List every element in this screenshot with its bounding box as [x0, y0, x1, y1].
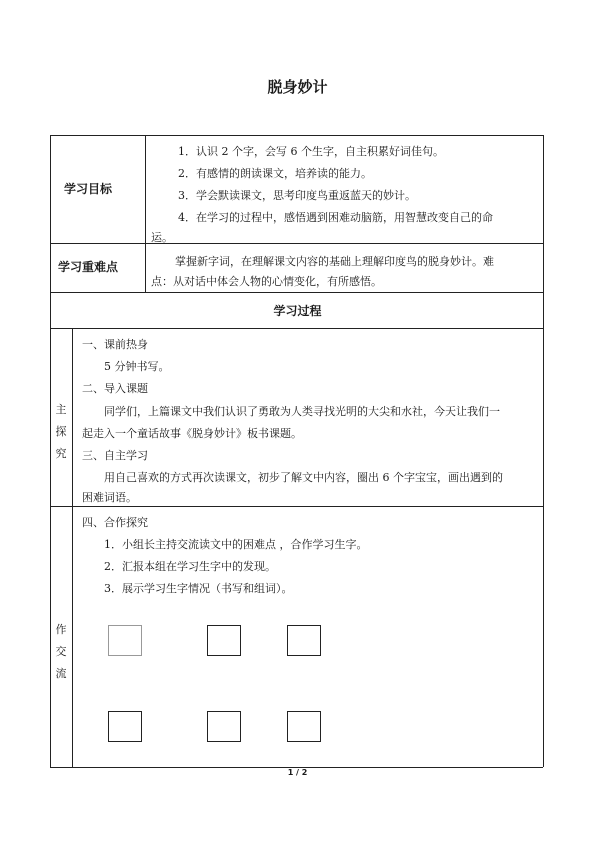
writing-box[interactable]	[207, 625, 241, 656]
section-heading: 三、自主学习	[82, 449, 148, 462]
writing-box[interactable]	[287, 711, 321, 742]
row-divider	[50, 328, 543, 329]
table-border-right	[543, 135, 544, 767]
side-char: 究	[55, 447, 67, 460]
goal-item-continued: 运。	[151, 231, 173, 244]
row-divider	[50, 292, 543, 293]
key-points-line: 点：从对话中体会人物的心情变化，有所感悟。	[151, 275, 382, 288]
goals-label: 学习目标	[64, 182, 113, 196]
goal-item: 3．学会默读课文，思考印度鸟重返蓝天的妙计。	[178, 189, 416, 202]
key-points-line: 掌握新字词，在理解课文内容的基础上理解印度鸟的脱身妙计。难	[175, 255, 494, 268]
writing-box[interactable]	[108, 625, 142, 656]
row-divider	[50, 243, 543, 244]
writing-box[interactable]	[207, 711, 241, 742]
paragraph-line: 困难词语。	[82, 491, 137, 504]
side-char: 主	[55, 403, 67, 416]
goal-item: 1．认识 2 个字，会写 6 个生字，自主积累好词佳句。	[178, 145, 444, 158]
section-heading: 四、合作探究	[82, 516, 148, 529]
paragraph-line: 起走入一个童话故事《脱身妙计》板书课题。	[82, 427, 302, 440]
section-heading: 一、课前热身	[82, 338, 148, 351]
column-divider	[72, 328, 73, 767]
side-char: 作	[55, 623, 67, 636]
paragraph-line: 5 分钟书写。	[104, 360, 170, 373]
key-points-label: 学习重难点	[58, 260, 119, 274]
list-item: 3．展示学习生字情况（书写和组词）。	[104, 582, 293, 595]
column-divider	[145, 135, 146, 292]
table-border-top	[50, 135, 543, 136]
paragraph-line: 用自己喜欢的方式再次读课文，初步了解文中内容，圈出 6 个字宝宝，画出遇到的	[104, 471, 503, 484]
list-item: 1．小组长主持交流读文中的困难点 ，合作学习生字。	[104, 538, 368, 551]
writing-box[interactable]	[108, 711, 142, 742]
list-item: 2．汇报本组在学习生字中的发现。	[104, 560, 276, 573]
process-heading: 学习过程	[273, 304, 322, 318]
page-title: 脱身妙计	[267, 78, 328, 96]
page-number: 1 / 2	[287, 768, 308, 777]
writing-box[interactable]	[287, 625, 321, 656]
goal-item: 2．有感情的朗读课文，培养读的能力。	[178, 167, 372, 180]
side-char: 探	[55, 425, 67, 438]
side-char: 流	[55, 667, 67, 680]
row-divider	[50, 506, 543, 507]
paragraph-line: 同学们，上篇课文中我们认识了勇敢为人类寻找光明的大尖和水社，今天让我们一	[104, 405, 500, 418]
goal-item: 4．在学习的过程中，感悟遇到困难动脑筋，用智慧改变自己的命	[178, 211, 493, 224]
side-char: 交	[55, 645, 67, 658]
section-heading: 二、导入课题	[82, 382, 148, 395]
